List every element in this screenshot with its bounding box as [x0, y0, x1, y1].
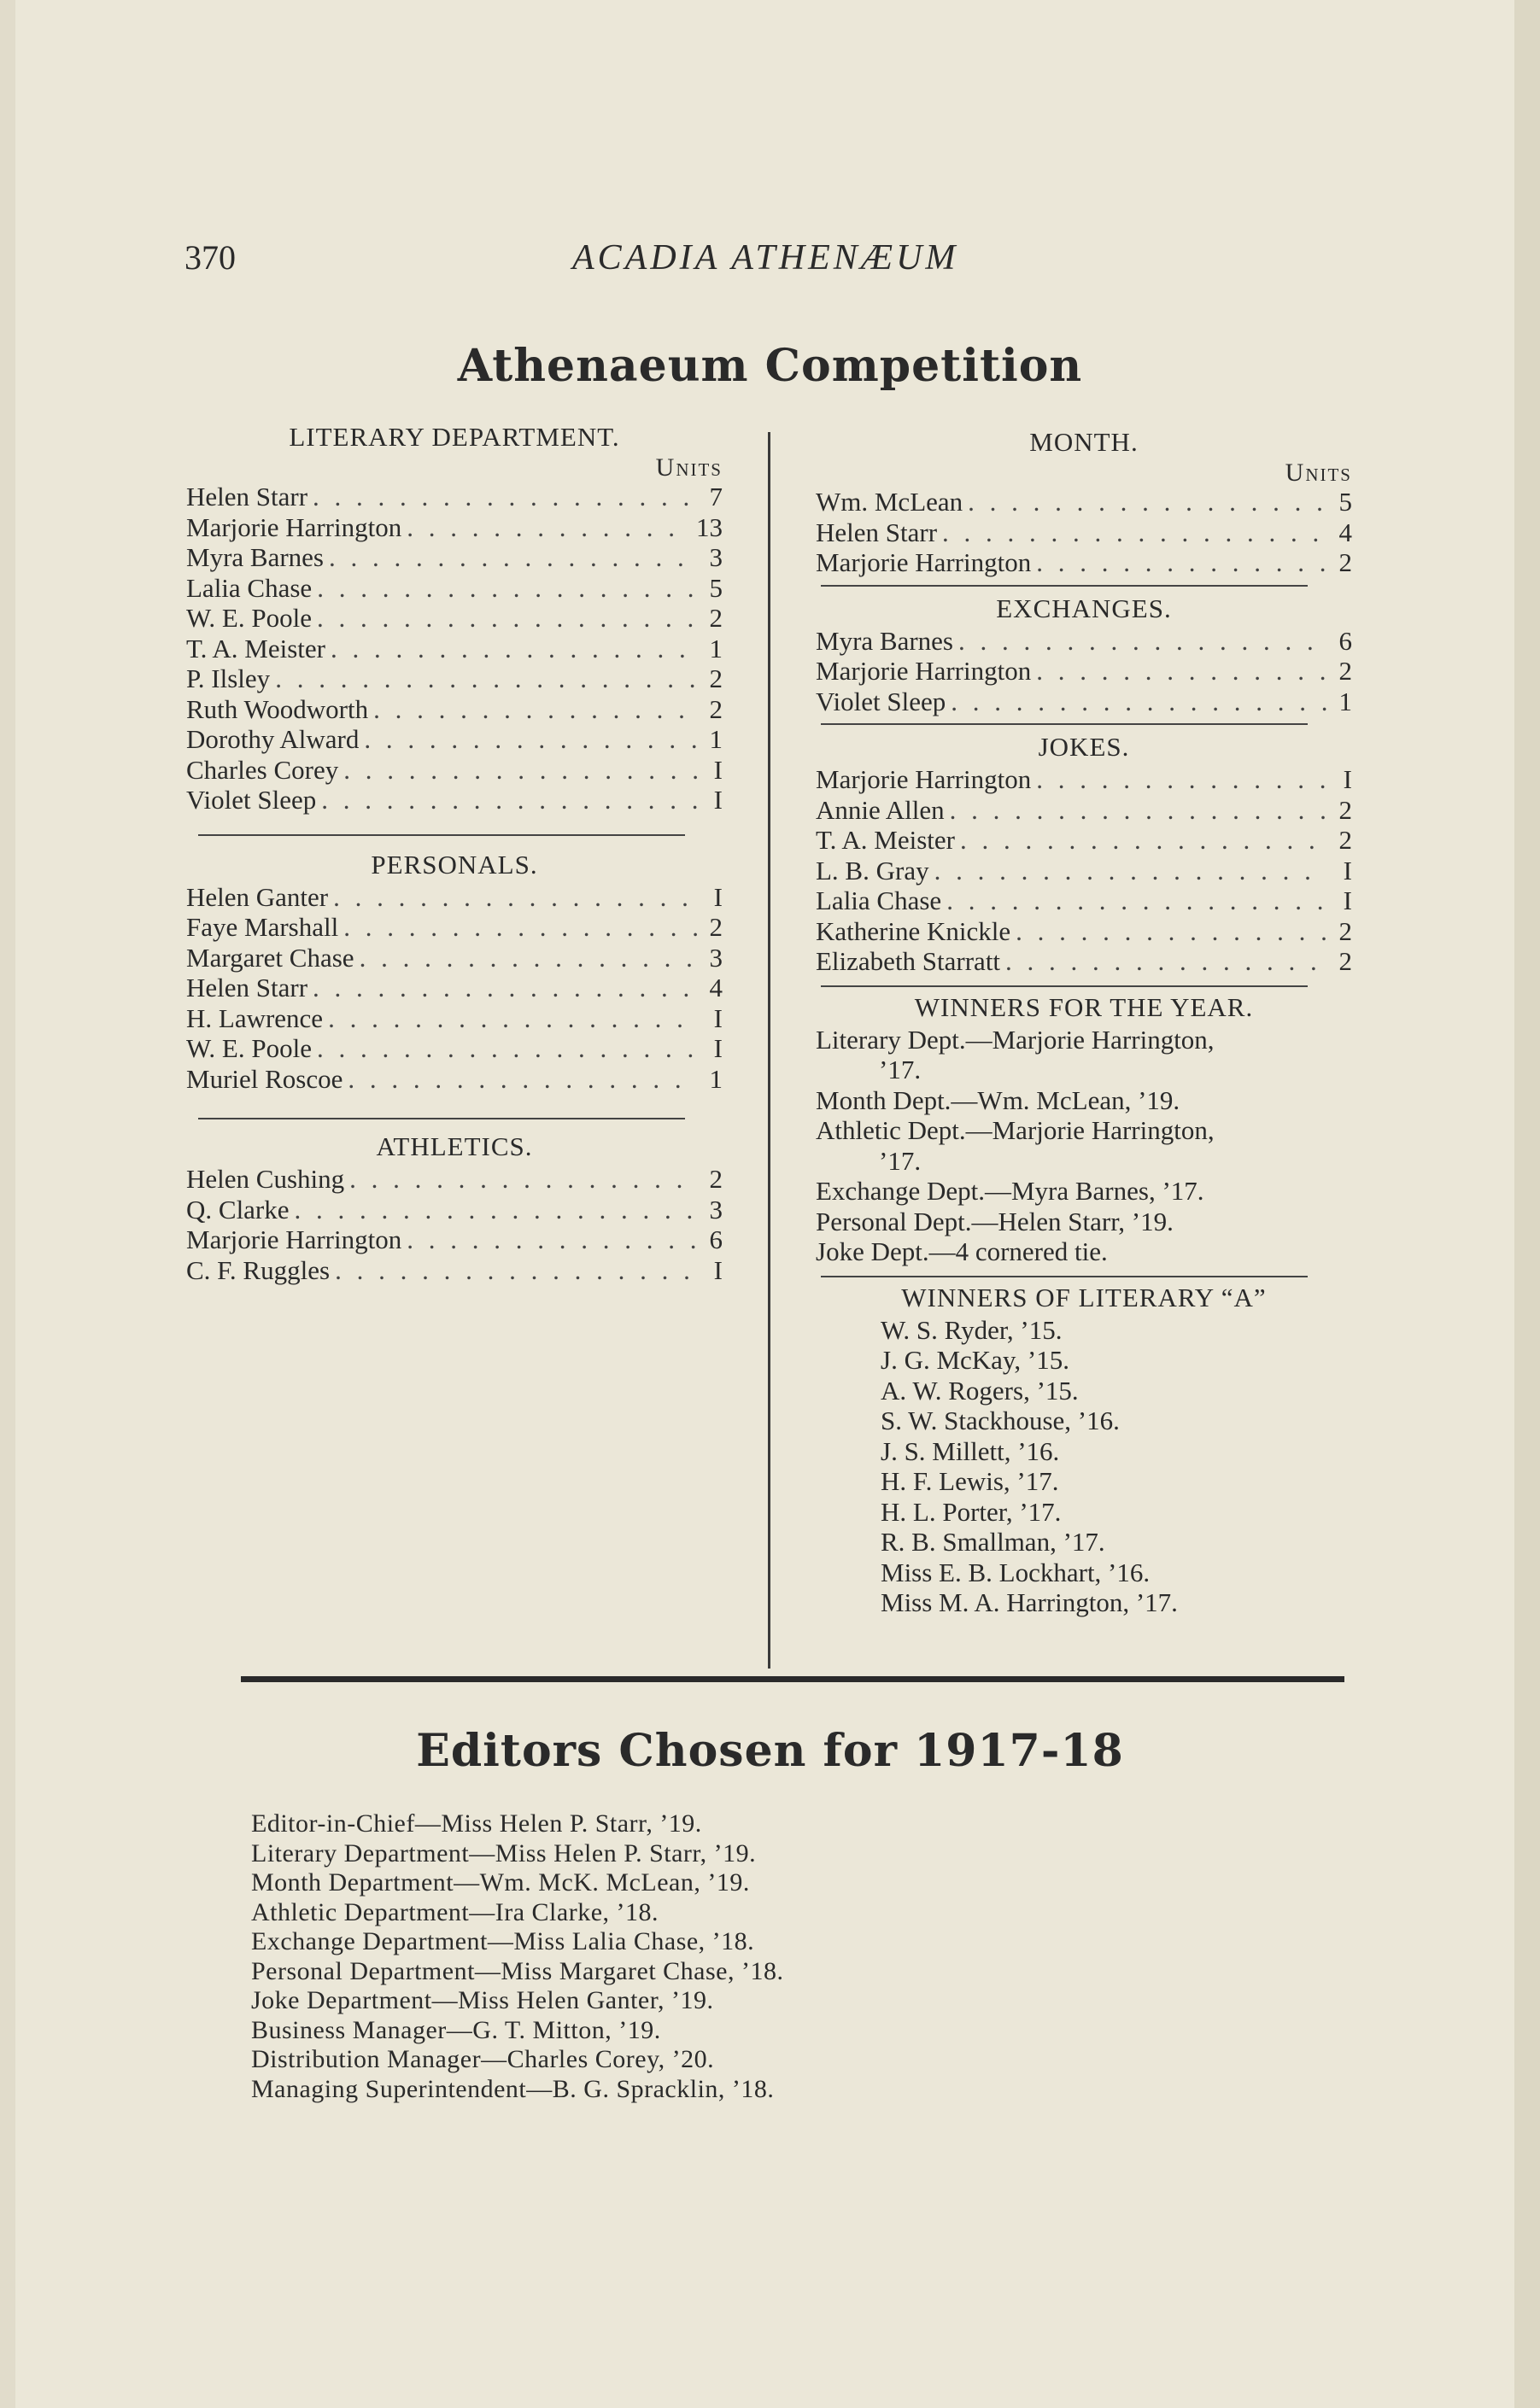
entry-units: 2 — [709, 1164, 723, 1194]
entry-name: Faye Marshall — [186, 912, 339, 942]
entry-row — [816, 487, 1352, 517]
entry-name: Marjorie Harrington — [816, 656, 1032, 686]
list-item: J. G. McKay, ’15. — [881, 1345, 1069, 1375]
list-item: R. B. Smallman, ’17. — [881, 1527, 1105, 1557]
dot-leader — [934, 856, 1326, 886]
entry-name: H. Lawrence — [186, 1002, 324, 1033]
entry-name: P. Ilsley — [186, 663, 271, 693]
entry-name: Marjorie Harrington — [816, 547, 1032, 577]
dot-leader — [1036, 764, 1326, 795]
list-item: H. L. Porter, ’17. — [881, 1496, 1062, 1527]
entry-row — [186, 1255, 723, 1286]
entry-row — [186, 882, 723, 913]
dot-leader — [960, 825, 1326, 856]
dot-leader — [951, 687, 1326, 717]
running-head — [184, 237, 1039, 289]
entry-units: I — [713, 1002, 723, 1033]
winners-literary-a-list — [816, 1315, 1352, 1618]
entry-row — [816, 946, 1352, 977]
entry-row — [816, 916, 1352, 947]
entry-name: Violet Sleep — [816, 686, 946, 716]
month-units-label: Units — [1285, 459, 1352, 487]
entry-row — [816, 517, 1352, 548]
dot-leader — [317, 573, 697, 604]
literary-units-label: Units — [655, 453, 723, 482]
literary-list — [186, 482, 723, 815]
entry-units: 4 — [709, 973, 723, 1002]
entry-name: Helen Starr — [186, 482, 308, 511]
dot-leader — [968, 487, 1326, 517]
dot-leader — [333, 882, 697, 913]
entry-row — [186, 785, 723, 815]
entry-units: I — [713, 1033, 723, 1063]
entry-row — [186, 1003, 723, 1034]
entry-row — [186, 603, 723, 634]
dot-leader — [331, 634, 697, 664]
entry-row — [186, 542, 723, 573]
exchanges-list — [816, 626, 1352, 717]
entry-name: L. B. Gray — [816, 855, 929, 885]
editor-line: Distribution Manager—Charles Corey, ’20. — [251, 2045, 715, 2073]
list-item: A. W. Rogers, ’15. — [881, 1375, 1079, 1406]
entry-units: 5 — [709, 572, 723, 603]
personals-heading: PERSONALS. — [371, 849, 538, 880]
entry-name: Dorothy Alward — [186, 724, 360, 754]
entry-units: 1 — [709, 633, 723, 663]
entry-name: Elizabeth Starratt — [816, 946, 1001, 976]
dot-leader — [313, 973, 697, 1003]
entry-row — [816, 656, 1352, 687]
winners-literary-a-heading: WINNERS OF LITERARY “A” — [901, 1282, 1267, 1312]
winner-entry: Exchange Dept.—Myra Barnes, ’17. — [816, 1176, 1204, 1206]
winners-year-list — [816, 1025, 1352, 1267]
editor-line: Business Manager—G. T. Mitton, ’19. — [251, 2015, 661, 2044]
entry-row — [186, 512, 723, 543]
dot-leader — [343, 755, 697, 786]
entry-units: 3 — [709, 542, 723, 572]
entry-units: I — [713, 1254, 723, 1285]
list-item: S. W. Stackhouse, ’16. — [881, 1406, 1120, 1435]
right-column — [816, 425, 1352, 1618]
entry-units: I — [1343, 764, 1352, 794]
entry-units: 13 — [696, 511, 723, 542]
entry-name: Myra Barnes — [186, 542, 324, 572]
jokes-heading: JOKES. — [1038, 732, 1130, 762]
dot-leader — [950, 795, 1326, 826]
entry-units: 2 — [709, 663, 723, 693]
entry-units: 2 — [1338, 656, 1352, 686]
athletics-list — [186, 1164, 723, 1285]
editor-line: Personal Department—Miss Margaret Chase, ’18. — [251, 1956, 784, 1985]
entry-units: 2 — [1338, 547, 1352, 577]
entry-row — [186, 912, 723, 943]
list-item: W. S. Ryder, ’15. — [881, 1314, 1063, 1345]
entry-units: I — [1343, 885, 1352, 915]
jokes-list — [816, 764, 1352, 977]
entry-name: Marjorie Harrington — [816, 764, 1032, 794]
journal-title: ACADIA ATHENÆUM — [572, 238, 959, 278]
list-item: Miss E. B. Lockhart, ’16. — [881, 1557, 1151, 1587]
winner-entry: Joke Dept.—4 cornered tie. — [816, 1236, 1108, 1266]
entry-row — [816, 795, 1352, 826]
entry-row — [186, 694, 723, 725]
dot-leader — [321, 785, 697, 815]
dot-leader — [942, 517, 1326, 548]
entry-row — [816, 764, 1352, 795]
entry-units: 2 — [709, 603, 723, 633]
entry-row — [186, 482, 723, 512]
editors-title: Editors Chosen for 1917-18 — [416, 1725, 1124, 1777]
entry-row — [186, 724, 723, 755]
entry-units: 6 — [1338, 625, 1352, 656]
dot-leader — [275, 663, 697, 694]
entry-units: 2 — [709, 693, 723, 724]
dot-leader — [317, 1033, 697, 1064]
entry-name: Lalia Chase — [816, 885, 942, 915]
competition-title: Athenaeum Competition — [457, 340, 1083, 392]
personals-list — [186, 882, 723, 1095]
entry-name: Helen Starr — [816, 517, 938, 547]
dot-leader — [373, 694, 697, 725]
list-item: H. F. Lewis, ’17. — [881, 1466, 1059, 1496]
entry-units: I — [713, 881, 723, 912]
entry-row — [816, 626, 1352, 657]
entry-units: 2 — [1338, 825, 1352, 855]
entry-name: Charles Corey — [186, 754, 339, 785]
entry-row — [186, 1195, 723, 1225]
left-column — [186, 420, 723, 1285]
dot-leader — [295, 1195, 697, 1225]
literary-heading: LITERARY DEPARTMENT. — [289, 422, 620, 452]
column-divider — [768, 432, 770, 1669]
entry-units: 2 — [1338, 794, 1352, 825]
entry-row — [186, 973, 723, 1003]
entry-name: W. E. Poole — [186, 1033, 312, 1063]
dot-leader — [407, 512, 689, 543]
entry-units: 1 — [709, 1063, 723, 1094]
entry-name: Marjorie Harrington — [186, 511, 402, 542]
editor-line: Month Department—Wm. McK. McLean, ’19. — [251, 1868, 750, 1897]
entry-units: I — [1343, 855, 1352, 885]
dot-leader — [329, 542, 697, 573]
editor-line: Exchange Department—Miss Lalia Chase, ’18. — [251, 1927, 755, 1955]
dot-leader — [1005, 946, 1326, 977]
dot-leader — [407, 1224, 697, 1255]
entry-units: 5 — [1338, 487, 1352, 517]
exchanges-heading: EXCHANGES. — [996, 593, 1172, 623]
list-item: Miss M. A. Harrington, ’17. — [881, 1587, 1178, 1617]
entry-units: I — [713, 785, 723, 815]
editor-line: Athletic Department—Ira Clarke, ’18. — [251, 1897, 659, 1926]
entry-row — [186, 1164, 723, 1195]
entry-row — [816, 825, 1352, 856]
entry-name: Marjorie Harrington — [186, 1224, 402, 1254]
entry-name: C. F. Ruggles — [186, 1254, 331, 1285]
entry-row — [816, 687, 1352, 717]
dot-leader — [349, 1164, 697, 1195]
month-heading: MONTH. — [1029, 427, 1139, 457]
editor-line: Editor-in-Chief—Miss Helen P. Starr, ’19. — [251, 1809, 702, 1838]
entry-row — [186, 1033, 723, 1064]
athletics-heading: ATHLETICS. — [376, 1131, 533, 1161]
entry-row — [186, 1064, 723, 1095]
dot-leader — [1016, 916, 1326, 947]
entry-units: 6 — [709, 1224, 723, 1254]
entry-name: T. A. Meister — [816, 825, 956, 855]
entry-units: 3 — [709, 1194, 723, 1224]
entry-name: Muriel Roscoe — [186, 1063, 343, 1094]
dot-leader — [946, 885, 1326, 916]
winner-entry: Athletic Dept.—Marjorie Harrington, ’17. — [816, 1115, 1215, 1176]
entry-row — [186, 755, 723, 786]
entry-row — [186, 573, 723, 604]
entry-units: 4 — [1338, 517, 1352, 547]
dot-leader — [360, 943, 697, 973]
section-rule — [241, 1676, 1344, 1682]
dot-leader — [1036, 547, 1326, 578]
entry-name: Wm. McLean — [816, 487, 963, 517]
editors-list — [251, 1809, 783, 2104]
dot-leader — [328, 1003, 697, 1034]
entry-row — [186, 943, 723, 973]
entry-units: 2 — [1338, 946, 1352, 976]
entry-units: 3 — [709, 942, 723, 973]
entry-name: Lalia Chase — [186, 572, 313, 603]
dot-leader — [348, 1064, 697, 1095]
entry-units: 7 — [709, 482, 723, 511]
dot-leader — [317, 603, 697, 634]
entry-name: Katherine Knickle — [816, 915, 1011, 946]
entry-name: Margaret Chase — [186, 942, 354, 973]
entry-name: Helen Starr — [186, 973, 308, 1002]
month-list — [816, 487, 1352, 578]
entry-units: 2 — [1338, 915, 1352, 946]
dot-leader — [1036, 656, 1326, 687]
dot-leader — [313, 482, 697, 512]
winners-year-heading: WINNERS FOR THE YEAR. — [914, 991, 1254, 1022]
entry-row — [186, 663, 723, 694]
entry-name: Ruth Woodworth — [186, 693, 369, 724]
entry-units: 1 — [709, 724, 723, 754]
entry-units: 1 — [1338, 686, 1352, 716]
entry-name: Violet Sleep — [186, 785, 317, 815]
editor-line: Joke Department—Miss Helen Ganter, ’19. — [251, 1986, 714, 2014]
entry-units: I — [713, 754, 723, 785]
dot-leader — [364, 724, 697, 755]
editor-line: Literary Department—Miss Helen P. Starr, ’19. — [251, 1838, 757, 1867]
editor-line: Managing Superintendent—B. G. Spracklin, ’18. — [251, 2074, 775, 2103]
entry-name: W. E. Poole — [186, 603, 312, 633]
winner-entry: Personal Dept.—Helen Starr, ’19. — [816, 1206, 1174, 1236]
entry-name: Myra Barnes — [816, 625, 953, 656]
entry-row — [816, 885, 1352, 916]
dot-leader — [335, 1255, 697, 1286]
entry-row — [186, 634, 723, 664]
entry-name: Annie Allen — [816, 794, 945, 825]
entry-units: 2 — [709, 912, 723, 942]
dot-leader — [343, 912, 697, 943]
entry-name: Q. Clarke — [186, 1194, 290, 1224]
entry-name: T. A. Meister — [186, 633, 326, 663]
dot-leader — [958, 626, 1326, 657]
page-number: 370 — [184, 238, 236, 277]
entry-row — [186, 1224, 723, 1255]
entry-name: Helen Cushing — [186, 1164, 345, 1194]
list-item: J. S. Millett, ’16. — [881, 1435, 1060, 1466]
entry-name: Helen Ganter — [186, 881, 329, 912]
entry-row — [816, 856, 1352, 886]
entry-row — [816, 547, 1352, 578]
winner-entry: Literary Dept.—Marjorie Harrington, ’17. — [816, 1024, 1215, 1084]
winner-entry: Month Dept.—Wm. McLean, ’19. — [816, 1084, 1180, 1115]
